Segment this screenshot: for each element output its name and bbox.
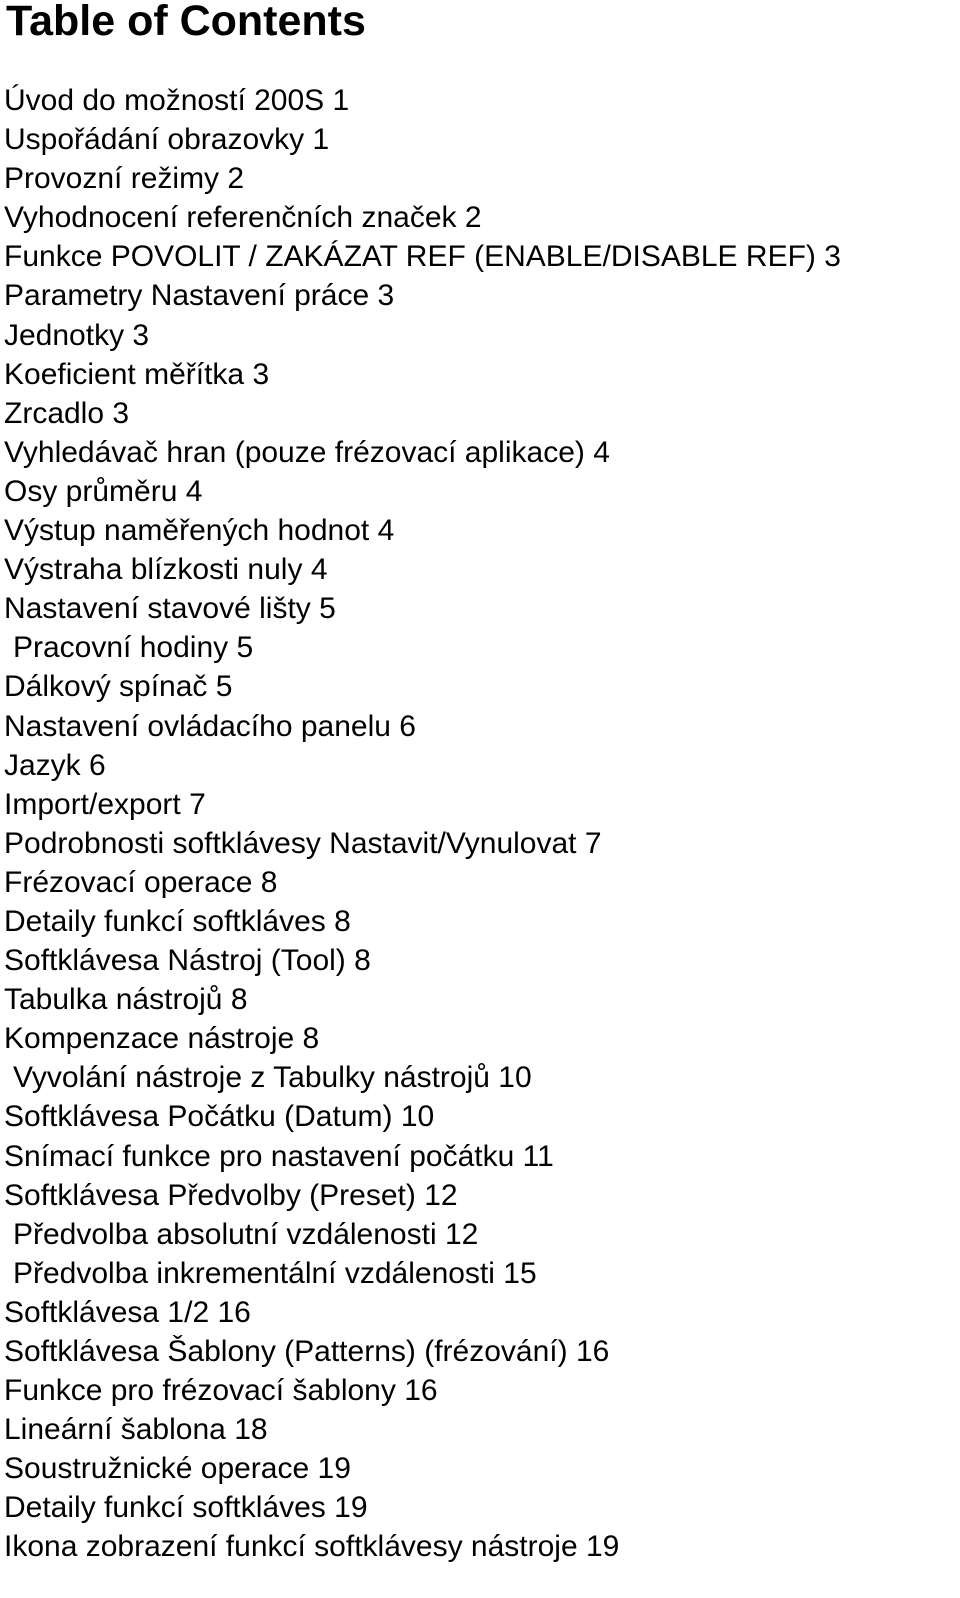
toc-entry[interactable] — [4, 1371, 841, 1410]
toc-entry-title: Detaily funkcí softkláves — [4, 1491, 326, 1525]
toc-title: Table of Contents — [6, 0, 366, 45]
toc-entry-page-number: 6 — [89, 748, 106, 782]
toc-entry[interactable] — [4, 433, 841, 472]
toc-entry[interactable] — [4, 707, 841, 746]
toc-entry-title: Softklávesa Nástroj (Tool) — [4, 944, 346, 978]
toc-entry-title: Předvolba absolutní vzdálenosti — [13, 1217, 437, 1251]
toc-entry-title: Osy průměru — [4, 474, 178, 508]
toc-entry[interactable] — [4, 1410, 841, 1449]
toc-entry-page-number: 8 — [260, 865, 278, 899]
toc-entry-title: Vyvolání nástroje z Tabulky nástrojů — [13, 1061, 490, 1095]
toc-entry-page-number: 3 — [824, 240, 841, 274]
toc-list — [4, 81, 841, 1567]
toc-entry-page-number: 3 — [132, 318, 150, 352]
toc-entry-page-number: 1 — [312, 123, 330, 157]
toc-entry-page-number: 4 — [185, 474, 203, 508]
toc-entry-page-number: 2 — [227, 162, 245, 196]
toc-entry-page-number: 4 — [593, 435, 610, 469]
toc-entry-page-number: 3 — [252, 357, 270, 391]
toc-entry-title: Jednotky — [4, 318, 125, 352]
toc-entry[interactable] — [4, 589, 841, 628]
toc-entry-page-number: 4 — [377, 514, 395, 548]
toc-entry-page-number: 6 — [399, 709, 416, 743]
toc-entry-page-number: 10 — [400, 1100, 435, 1134]
toc-entry-page-number: 5 — [215, 670, 233, 704]
toc-entry-title: Předvolba inkrementální vzdálenosti — [13, 1256, 495, 1290]
toc-entry-page-number: 10 — [498, 1061, 532, 1095]
toc-entry-title: Uspořádání obrazovky — [4, 123, 305, 157]
toc-entry-title: Nastavení stavové lišty — [4, 592, 311, 626]
toc-entry[interactable] — [4, 1488, 841, 1527]
toc-entry[interactable] — [4, 237, 841, 276]
toc-entry-page-number: 7 — [584, 826, 602, 860]
toc-entry[interactable] — [4, 198, 841, 237]
toc-entry[interactable] — [4, 824, 841, 863]
toc-entry[interactable] — [4, 1254, 841, 1293]
toc-entry-title: Softklávesa Šablony (Patterns) (frézování) — [4, 1335, 568, 1368]
toc-entry[interactable] — [4, 1019, 841, 1058]
toc-entry[interactable] — [4, 120, 841, 159]
toc-entry-page-number: 8 — [334, 904, 351, 938]
toc-entry-title: Výstraha blízkosti nuly — [4, 553, 303, 587]
toc-entry-page-number: 16 — [575, 1335, 610, 1368]
toc-entry-page-number: 19 — [585, 1530, 620, 1564]
toc-entry[interactable] — [4, 355, 841, 394]
toc-entry[interactable] — [4, 902, 841, 941]
toc-entry-page-number: 5 — [319, 592, 336, 626]
toc-entry-page-number: 16 — [404, 1374, 438, 1408]
toc-entry[interactable] — [4, 159, 841, 198]
toc-entry-title: Tabulka nástrojů — [4, 983, 223, 1017]
toc-entry-page-number: 11 — [522, 1139, 554, 1173]
toc-entry-page-number: 15 — [503, 1256, 537, 1290]
toc-entry[interactable] — [4, 1332, 841, 1371]
toc-entry[interactable] — [4, 394, 841, 433]
toc-entry-page-number: 8 — [302, 1022, 320, 1056]
toc-entry[interactable] — [4, 1176, 841, 1215]
toc-entry-page-number: 3 — [377, 279, 395, 313]
toc-entry[interactable] — [4, 1527, 841, 1566]
toc-entry[interactable] — [4, 1215, 841, 1254]
toc-entry[interactable] — [4, 667, 841, 706]
toc-entry-title: Import/export — [4, 787, 181, 821]
toc-entry-page-number: 1 — [332, 84, 350, 117]
toc-entry-page-number: 7 — [189, 787, 206, 821]
toc-entry-page-number: 18 — [234, 1413, 268, 1447]
toc-entry-title: Funkce pro frézovací šablony — [4, 1374, 396, 1408]
toc-entry-page-number: 12 — [424, 1178, 458, 1212]
toc-entry[interactable] — [4, 316, 841, 355]
toc-entry[interactable] — [4, 1137, 841, 1176]
toc-entry-title: Parametry Nastavení práce — [4, 279, 370, 313]
toc-entry-page-number: 8 — [354, 944, 371, 978]
toc-entry-page-number: 12 — [444, 1217, 479, 1251]
toc-entry-page-number: 5 — [236, 631, 254, 665]
toc-entry-page-number: 4 — [310, 553, 328, 587]
toc-entry-page-number: 2 — [464, 201, 482, 235]
toc-entry[interactable] — [4, 785, 841, 824]
toc-entry-title: Úvod do možností 200S — [4, 84, 325, 117]
toc-entry-page-number: 19 — [334, 1491, 368, 1525]
toc-entry-title: Softklávesa 1/2 — [4, 1295, 210, 1329]
toc-entry-title: Dálkový spínač — [4, 670, 208, 704]
toc-entry-title: Softklávesa Počátku (Datum) — [4, 1100, 393, 1134]
toc-entry[interactable] — [4, 550, 841, 589]
toc-entry-title: Ikona zobrazení funkcí softklávesy nástroje — [4, 1530, 578, 1564]
toc-entry[interactable] — [4, 1097, 841, 1136]
toc-entry-title: Lineární šablona — [4, 1413, 226, 1447]
toc-entry-page-number: 16 — [217, 1295, 251, 1329]
toc-entry-title: Jazyk — [4, 748, 81, 782]
toc-entry-title: Snímací funkce pro nastavení počátku — [4, 1139, 515, 1173]
toc-entry-title: Softklávesa Předvolby (Preset) — [4, 1178, 416, 1212]
toc-entry-title: Pracovní hodiny — [13, 631, 229, 665]
toc-entry[interactable] — [4, 1293, 841, 1332]
toc-entry[interactable] — [4, 628, 841, 667]
toc-entry-page-number: 19 — [317, 1452, 351, 1486]
toc-entry-title: Zrcadlo — [4, 396, 105, 430]
toc-entry-title: Nastavení ovládacího panelu — [4, 709, 391, 743]
toc-entry-title: Funkce POVOLIT / ZAKÁZAT REF (ENABLE/DISABLE REF) — [4, 240, 816, 274]
toc-entry-title: Výstup naměřených hodnot — [4, 514, 370, 548]
toc-entry[interactable] — [4, 746, 841, 785]
toc-entry[interactable] — [4, 863, 841, 902]
toc-entry[interactable] — [4, 472, 841, 511]
toc-entry-title: Vyhledávač hran (pouze frézovací aplikace) — [4, 435, 585, 469]
toc-entry-title: Kompenzace nástroje — [4, 1022, 295, 1056]
toc-entry[interactable] — [4, 980, 841, 1019]
toc-entry-title: Koeficient měřítka — [4, 357, 245, 391]
toc-entry[interactable] — [4, 276, 841, 315]
toc-entry-title: Podrobnosti softklávesy Nastavit/Vynulovat — [4, 826, 577, 860]
toc-entry[interactable] — [4, 511, 841, 550]
toc-entry-page-number: 3 — [112, 396, 130, 430]
toc-entry[interactable] — [4, 81, 841, 120]
toc-entry-page-number: 8 — [230, 983, 248, 1017]
toc-entry-title: Vyhodnocení referenčních značek — [4, 201, 457, 235]
toc-entry[interactable] — [4, 941, 841, 980]
toc-entry[interactable] — [4, 1058, 841, 1097]
toc-entry-title: Provozní režimy — [4, 162, 220, 196]
toc-entry-title: Detaily funkcí softkláves — [4, 904, 326, 938]
toc-entry-title: Frézovací operace — [4, 865, 253, 899]
toc-entry[interactable] — [4, 1449, 841, 1488]
toc-entry-title: Soustružnické operace — [4, 1452, 310, 1486]
